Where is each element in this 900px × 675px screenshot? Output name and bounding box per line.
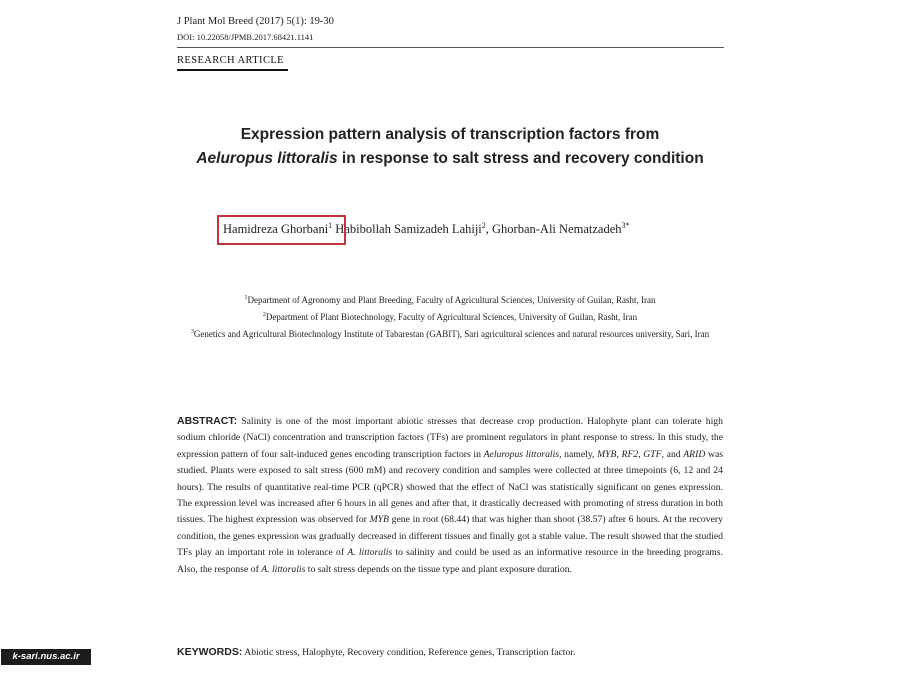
author-name: Habibollah Samizadeh Lahiji [335, 222, 482, 237]
author-affiliation-mark: 3* [621, 221, 630, 230]
abstract-text: was studied. Plants were exposed to salt stress (600 mM) and recovery condition and samples were collected at three timepoints (6, 12 and 24 hours). The results of quantitative real-time PCR (qPCR) showed that the effect of NaCl was statistically significant on genes expression. The expression level was increased after 6 hours in all genes and after that, it drastically decreased with promoting of stress duration in both tissues. The highest expression was observed for [177, 448, 724, 526]
affiliation-mark: 2 [262, 312, 266, 318]
abstract-italic-term: Aeluropus littoralis [483, 448, 560, 460]
title-species: Aeluropus littoralis [196, 150, 338, 167]
abstract-italic-term: GTF [643, 448, 662, 460]
abstract-text: , and [661, 448, 684, 460]
keywords [177, 646, 723, 658]
abstract-text: to salt stress depends on the tissue type and plant exposure duration. [305, 563, 572, 575]
author-affiliation-mark: 1 [328, 221, 333, 230]
abstract-italic-term: A. littoralis [347, 547, 393, 559]
abstract-italic-term: MYB [369, 514, 389, 526]
site-watermark: k-sari.nus.ac.ir [1, 649, 91, 665]
abstract-text: , [616, 448, 622, 460]
affiliations [170, 291, 730, 342]
title-line-2 [150, 147, 750, 171]
affiliation-line [170, 291, 730, 308]
section-label: RESEARCH ARTICLE [177, 55, 284, 66]
author-highlight-box [217, 215, 346, 245]
affiliation-line [170, 325, 730, 342]
affiliation-text: Genetics and Agricultural Biotechnology Institute of Tabarestan (GABIT), Sari agricultural sciences and natural resources university, Sari, Iran [193, 329, 710, 339]
abstract [177, 413, 723, 578]
journal-citation: J Plant Mol Breed (2017) 5(1): 19-30 [177, 16, 334, 27]
abstract-italic-term: RF2 [621, 448, 639, 460]
affiliation-line [170, 308, 730, 325]
abstract-text: , namely, [559, 448, 598, 460]
header-rule [177, 47, 724, 48]
keywords-heading: KEYWORDS: [177, 646, 243, 658]
affiliation-mark: 1 [244, 295, 248, 301]
author-name: Hamidreza Ghorbani [223, 222, 329, 237]
abstract-text: gene in root (68.44) that was higher than shoot (38.57) after 6 hours. At the recovery condition, the genes expression was gradually decreased in different tissues and finally got a stable value. The result showed that the studied TFs play an important role in tolerance of [177, 514, 723, 559]
section-underline [177, 69, 288, 71]
abstract-text: to salinity and could be used as an informative resource in the breeding programs. Also, the response of [177, 547, 723, 575]
affiliation-text: Department of Plant Biotechnology, Faculty of Agricultural Sciences, University of Guilan, Rasht, Iran [265, 312, 638, 322]
affiliation-mark: 3 [190, 329, 194, 335]
article-title [150, 123, 750, 171]
keywords-text: Abiotic stress, Halophyte, Recovery condition, Reference genes, Transcription factor. [242, 647, 576, 658]
abstract-text: , [638, 448, 644, 460]
author-separator: , [485, 222, 493, 237]
abstract-italic-term: ARID [683, 448, 706, 460]
affiliation-text: Department of Agronomy and Plant Breeding, Faculty of Agricultural Sciences, University of Guilan, Rasht, Iran [247, 295, 656, 305]
doi-line: DOI: 10.22058/JPMB.2017.68421.1141 [177, 32, 314, 42]
title-line-1: Expression pattern analysis of transcription factors from [240, 126, 660, 143]
abstract-italic-term: MYB [597, 448, 617, 460]
author-affiliation-mark: 2 [481, 221, 486, 230]
abstract-text: Salinity is one of the most important abiotic stresses that decrease crop production. Halophyte plant can tolerate high sodium chloride (NaCl) concentration and transcription factors (TFs) are prominent regulators in plant response to stress. In this study, the expression pattern of four salt-induced genes encoding transcription factors in [177, 416, 723, 460]
abstract-body [177, 416, 723, 575]
abstract-italic-term: A. littoralis [261, 563, 306, 575]
abstract-heading: ABSTRACT: [177, 415, 238, 427]
author-name: Ghorban-Ali Nematzadeh [492, 222, 622, 237]
title-line-2-rest: in response to salt stress and recovery condition [337, 150, 704, 167]
